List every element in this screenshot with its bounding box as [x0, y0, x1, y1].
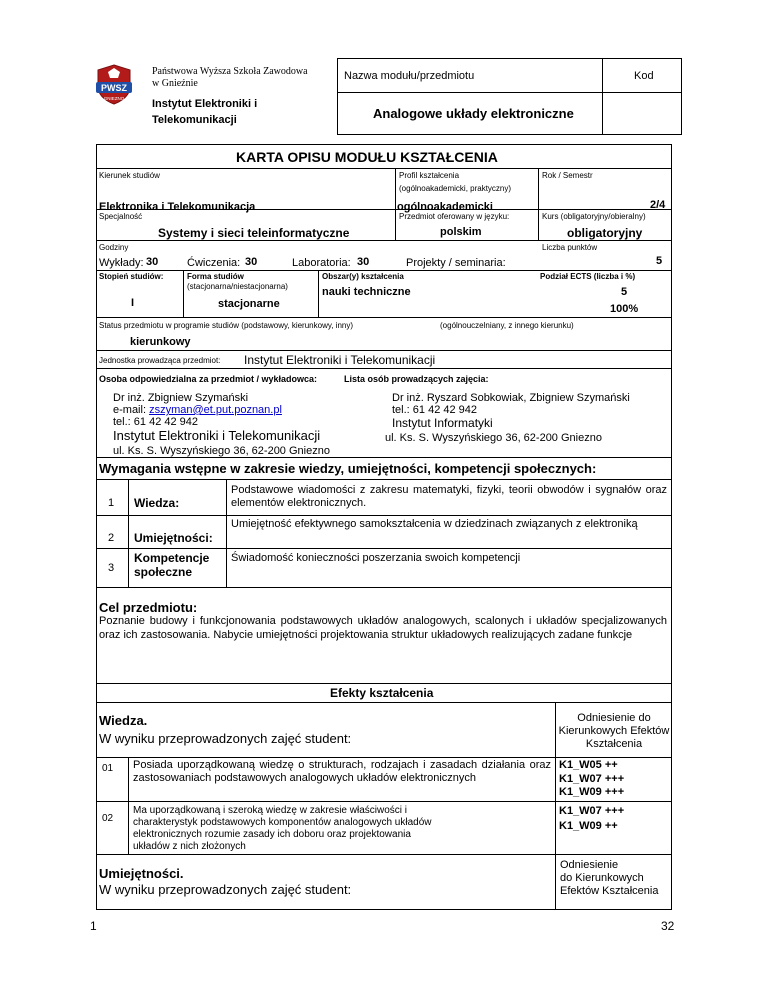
area-label: Obszar(y) kształcenia	[322, 272, 404, 281]
code-label: Kod	[634, 70, 654, 82]
year-value: 2/4	[650, 199, 666, 211]
lectures-value: 30	[146, 256, 159, 268]
prereq-row-1-text: Podstawowe wiadomości z zakresu matematyki, fizyki, teorii obwodów i sygnałów oraz elementów elektronicznych.	[231, 484, 667, 509]
teacher-institute: Instytut Informatyki	[392, 416, 493, 430]
school-name-line1: Państwowa Wyższa Szkoła Zawodowa	[152, 66, 308, 77]
unit-value: Instytut Elektroniki i Telekomunikacji	[244, 353, 436, 367]
resp-address: ul. Ks. S. Wyszyńskiego 36, 62-200 Gniezno	[113, 445, 330, 457]
teacher-address: ul. Ks. S. Wyszyńskiego 36, 62-200 Gniezno	[385, 432, 602, 444]
ects-percent: 100%	[610, 303, 639, 315]
school-name-line2: w Gnieźnie	[152, 78, 198, 89]
outcomes-title: Efekty kształcenia	[330, 686, 434, 700]
area-value: nauki techniczne	[322, 286, 411, 298]
resp-institute: Instytut Elektroniki i Telekomunikacji	[113, 428, 321, 443]
ref-header-2-line3: Efektów Kształcenia	[560, 885, 659, 897]
outcome-row-1-num: 01	[102, 763, 114, 774]
year-label: Rok / Semestr	[542, 171, 593, 180]
exercises-label: Ćwiczenia:	[187, 257, 241, 269]
teachers-label: Lista osób prowadzących zajęcia:	[344, 374, 489, 384]
status-label: Status przedmiotu w programie studiów (podstawowy, kierunkowy, inny)	[99, 321, 354, 330]
form-value: stacjonarne	[218, 298, 280, 310]
form-sub: (stacjonarna/niestacjonarna)	[187, 282, 288, 291]
ref-header-2-line2: do Kierunkowych	[560, 872, 644, 884]
hours-label: Godziny	[99, 243, 129, 252]
goal-text: Poznanie budowy i funkcjonowania podstawowych układów analogowych, scalonych i układów specjalizowanych oraz ich zastosowania. Nabycie umiejętności projektowania struktur układowych realizujących zadane funkcje	[99, 615, 667, 641]
module-name: Analogowe układy elektroniczne	[373, 106, 574, 121]
module-name-label: Nazwa modułu/przedmiotu	[344, 70, 475, 82]
outcome-row-1-ref-2: K1_W07 +++	[559, 773, 625, 785]
knowledge-subtitle: W wyniku przeprowadzonych zajęć student:	[99, 731, 352, 746]
unit-label: Jednostka prowadząca przedmiot:	[99, 356, 221, 365]
responsible-label: Osoba odpowiedzialna za przedmiot / wykładowca:	[99, 374, 318, 384]
ref-header: Odniesienie do Kierunkowych Efektów Kształcenia	[558, 712, 670, 750]
form-label: Forma studiów	[187, 272, 244, 281]
resp-email-link[interactable]: zszyman@et.put.poznan.pl	[149, 404, 282, 416]
status-value: kierunkowy	[130, 336, 191, 348]
lab-label: Laboratoria:	[292, 257, 351, 269]
prereq-row-3-num: 3	[108, 562, 115, 574]
profile-value: ogólnoakademicki	[397, 201, 493, 213]
outcome-row-2-ref-1: K1_W07 +++	[559, 805, 625, 817]
profile-sub: (ogólnoakademicki, praktyczny)	[399, 184, 512, 193]
prereq-row-1-label: Wiedza:	[134, 496, 180, 510]
card-title: KARTA OPISU MODUŁU KSZTAŁCENIA	[236, 149, 498, 165]
status-label-2: (ogólnouczelniany, z innego kierunku)	[440, 321, 574, 330]
course-value: obligatoryjny	[567, 226, 643, 240]
resp-name: Dr inż. Zbigniew Szymański	[113, 392, 249, 404]
resp-tel: tel.: 61 42 42 942	[113, 416, 199, 428]
teacher-tel: tel.: 61 42 42 942	[392, 404, 478, 416]
outcome-row-2-text: Ma uporządkowaną i szeroką wiedzę w zakresie właściwości i charakterystyk podstawowych komponentów analogowych układów elektronicznych rozumie zasady ich doboru oraz projektowania układów z nich złożonych	[133, 805, 432, 852]
projects-label: Projekty / seminaria:	[406, 257, 506, 269]
lang-value: polskim	[440, 226, 482, 238]
lang-label: Przedmiot oferowany w języku:	[399, 212, 510, 221]
outcome-row-2-ref-2: K1_W09 ++	[559, 820, 618, 832]
outcome-row-2-num: 02	[102, 813, 114, 824]
resp-email-prefix: e-mail:	[113, 404, 150, 416]
field-label: Kierunek studiów	[99, 171, 160, 180]
resp-email-line	[113, 404, 282, 416]
skills-title: Umiejętności.	[99, 866, 184, 881]
logo-city: GNIEZNO	[103, 96, 125, 101]
prereq-row-2-label: Umiejętności:	[134, 531, 213, 545]
page-number-left: 1	[90, 919, 97, 933]
prereq-row-1-num: 1	[108, 497, 115, 509]
ects-value: 5	[621, 286, 628, 298]
knowledge-title: Wiedza.	[99, 713, 148, 728]
goal-title: Cel przedmiotu:	[99, 600, 198, 615]
school-logo	[92, 62, 136, 106]
profile-label: Profil kształcenia	[399, 171, 460, 180]
prereq-row-3-label: Kompetencje społeczne	[134, 551, 210, 579]
exercises-value: 30	[245, 256, 258, 268]
prereq-row-3-text: Świadomość konieczności poszerzania swoich kompetencji	[231, 552, 521, 564]
ects-label: Podział ECTS (liczba i %)	[540, 272, 636, 281]
teacher-names: Dr inż. Ryszard Sobkowiak, Zbigniew Szymański	[392, 392, 630, 404]
degree-value: I	[131, 297, 135, 309]
prereq-title: Wymagania wstępne w zakresie wiedzy, umiejętności, kompetencji społecznych:	[99, 461, 597, 476]
page-number-right: 32	[661, 919, 675, 933]
degree-label: Stopień studiów:	[99, 272, 164, 281]
outcome-row-1-ref-3: K1_W09 +++	[559, 786, 625, 798]
ref-header-2-line1: Odniesienie	[560, 859, 619, 871]
prereq-row-2-num: 2	[108, 532, 115, 544]
institute-name-line1: Instytut Elektroniki i	[152, 98, 258, 110]
spec-value: Systemy i sieci teleinformatyczne	[158, 226, 350, 240]
logo-letters: PWSZ	[101, 83, 127, 93]
outcome-row-1-ref-1: K1_W05 ++	[559, 759, 618, 771]
course-label: Kurs (obligatoryjny/obieralny)	[542, 212, 646, 221]
points-value: 5	[656, 255, 663, 267]
spec-label: Specjalność	[99, 212, 143, 221]
institute-name-line2: Telekomunikacji	[152, 114, 237, 126]
outcome-row-1-text: Posiada uporządkowaną wiedzę o strukturach, rodzajach i zasadach działania oraz zastosowaniach podstawowych analogowych układów elektronicznych	[133, 759, 551, 784]
lectures-label: Wykłady:	[99, 257, 144, 269]
skills-subtitle: W wyniku przeprowadzonych zajęć student:	[99, 882, 352, 897]
points-label: Liczba punktów	[542, 243, 598, 252]
field-value: Elektronika i Telekomunikacja	[99, 201, 256, 213]
lab-value: 30	[357, 256, 370, 268]
prereq-row-2-text: Umiejętność efektywnego samokształcenia w dziedzinach związanych z elektroniką	[231, 518, 638, 530]
